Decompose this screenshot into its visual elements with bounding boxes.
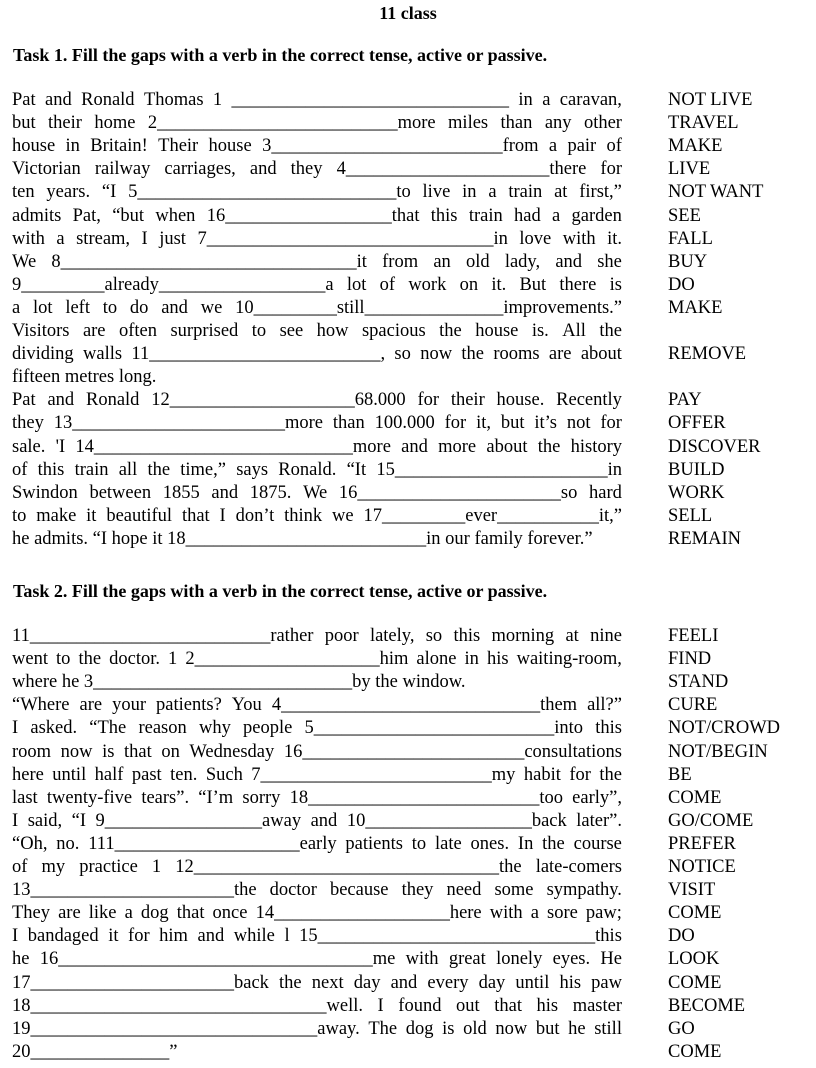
exercise-line: he admits. “I hope it 18__________________________in our family forever.” [12,528,593,549]
verb-prompt: FEELI [668,626,719,646]
exercise-line: to make it beautiful that I don’t think we 17_________ever___________it,” [12,505,622,526]
exercise-line: “Where are your patients? You 4____________________________them all?” [12,695,622,716]
verb-prompt: DO [668,926,695,947]
exercise-line: but their home 2__________________________more miles than any other [12,113,622,134]
verb-prompt: NOT/CROWD [668,718,781,739]
verb-prompt: SEE [668,205,701,226]
exercise-line: admits Pat, “but when 16__________________that this train had a garden [12,205,622,226]
verb-prompt: PAY [668,390,702,411]
exercise-line: 13______________________the doctor because they need some sympathy. [12,880,622,901]
task-1-title: Task 1. Fill the gaps with a verb in the correct tense, active or passive. [13,45,548,65]
exercise-line: “Oh, no. 111____________________early patients to late ones. In the course [12,833,622,854]
exercise-line: 11__________________________rather poor lately, so this morning at nine [12,626,622,646]
exercise-line: a lot left to do and we 10_________still_______________improvements.” [12,297,622,318]
exercise-line: 20_______________” [12,1041,178,1062]
verb-prompt: GO/COME [668,810,754,831]
verb-prompt: BUY [668,251,708,272]
exercise-line: last twenty-five tears”. “I’m sorry 18_________________________too early”, [12,787,622,808]
exercise-line: 19_______________________________away. The dog is old now but he still [12,1018,622,1039]
exercise-line: of my practice 1 12_________________________________the late-comers [12,857,622,877]
verb-prompt: WORK [668,482,725,503]
verb-prompt: REMOVE [668,344,747,365]
exercise-line: sale. 'I 14____________________________more and more about the history [12,436,622,457]
verb-prompt: COME [668,972,722,993]
verb-prompt: NOT/BEGIN [668,741,768,762]
exercise-line: where he 3____________________________by the window. [12,672,466,693]
verb-prompt: BE [668,764,692,785]
verb-prompt: DO [668,274,695,295]
verb-prompt: COME [668,1041,722,1062]
verb-prompt: LIVE [668,159,711,180]
verb-prompt: TRAVEL [668,113,739,134]
exercise-line: 9_________already__________________a lot of work on it. But there is [12,274,622,295]
verb-prompt: LOOK [668,949,720,970]
exercise-line: Victorian railway carriages, and they 4______________________there for [12,159,622,180]
exercise-line: house in Britain! Their house 3_________________________from a pair of [12,136,622,157]
verb-prompt: BUILD [668,459,725,480]
exercise-line: I asked. “The reason why people 5__________________________into this [12,718,622,739]
verb-prompt: VISIT [668,880,716,901]
exercise-line: I bandaged it for him and while l 15______________________________this [12,926,622,947]
exercise-line: went to the doctor. 1 2____________________him alone in his waiting-room, [12,649,622,670]
exercise-line: of this train all the time,” says Ronald. “It 15_______________________in [12,459,622,480]
exercise-line: 17______________________back the next day and every day until his paw [12,972,622,993]
exercise-line: Visitors are often surprised to see how spacious the house is. All the [12,321,622,341]
verb-prompt: FALL [668,228,713,249]
exercise-line: room now is that on Wednesday 16________________________consultations [12,741,622,762]
verb-prompt: BECOME [668,995,746,1016]
exercise-line: They are like a dog that once 14___________________here with a sore paw; [12,903,622,924]
verb-prompt: DISCOVER [668,436,761,457]
verb-prompt: NOT LIVE [668,90,753,110]
exercise-line: they 13_______________________more than 100.000 for it, but it’s not for [12,413,622,434]
verb-prompt: SELL [668,505,713,526]
verb-prompt: MAKE [668,136,723,157]
verb-prompt: STAND [668,672,729,693]
exercise-line: fifteen metres long. [12,367,157,388]
exercise-line: I said, “I 9_________________away and 10__________________back later”. [12,810,622,831]
exercise-line: Pat and Ronald 12____________________68.000 for their house. Recently [12,390,622,411]
verb-prompt: GO [668,1018,695,1039]
verb-prompt: PREFER [668,833,736,854]
exercise-line: Swindon between 1855 and 1875. We 16______________________so hard [12,482,622,503]
verb-prompt: CURE [668,695,718,716]
exercise-line: ten years. “I 5____________________________to live in a train at first,” [12,182,622,203]
verb-prompt: FIND [668,649,712,670]
exercise-line: We 8________________________________it from an old lady, and she [12,251,622,272]
verb-prompt: REMAIN [668,528,741,549]
verb-prompt: MAKE [668,297,723,318]
verb-prompt: OFFER [668,413,726,434]
verb-prompt: COME [668,903,722,924]
verb-prompt: COME [668,787,722,808]
exercise-line: 18________________________________well. I found out that his master [12,995,622,1016]
verb-prompt: NOT WANT [668,182,764,203]
verb-prompt: NOTICE [668,857,736,877]
exercise-line: Pat and Ronald Thomas 1 ______________________________ in a caravan, [12,90,622,110]
exercise-line: dividing walls 11_________________________, so now the rooms are about [12,344,622,365]
exercise-line: he 16__________________________________me with great lonely eyes. He [12,949,622,970]
exercise-line: here until half past ten. Such 7_________________________my habit for the [12,764,622,785]
page-title: 11 class [379,3,437,23]
exercise-line: with a stream, I just 7_______________________________in love with it. [12,228,622,249]
task-2-title: Task 2. Fill the gaps with a verb in the correct tense, active or passive. [13,581,548,601]
